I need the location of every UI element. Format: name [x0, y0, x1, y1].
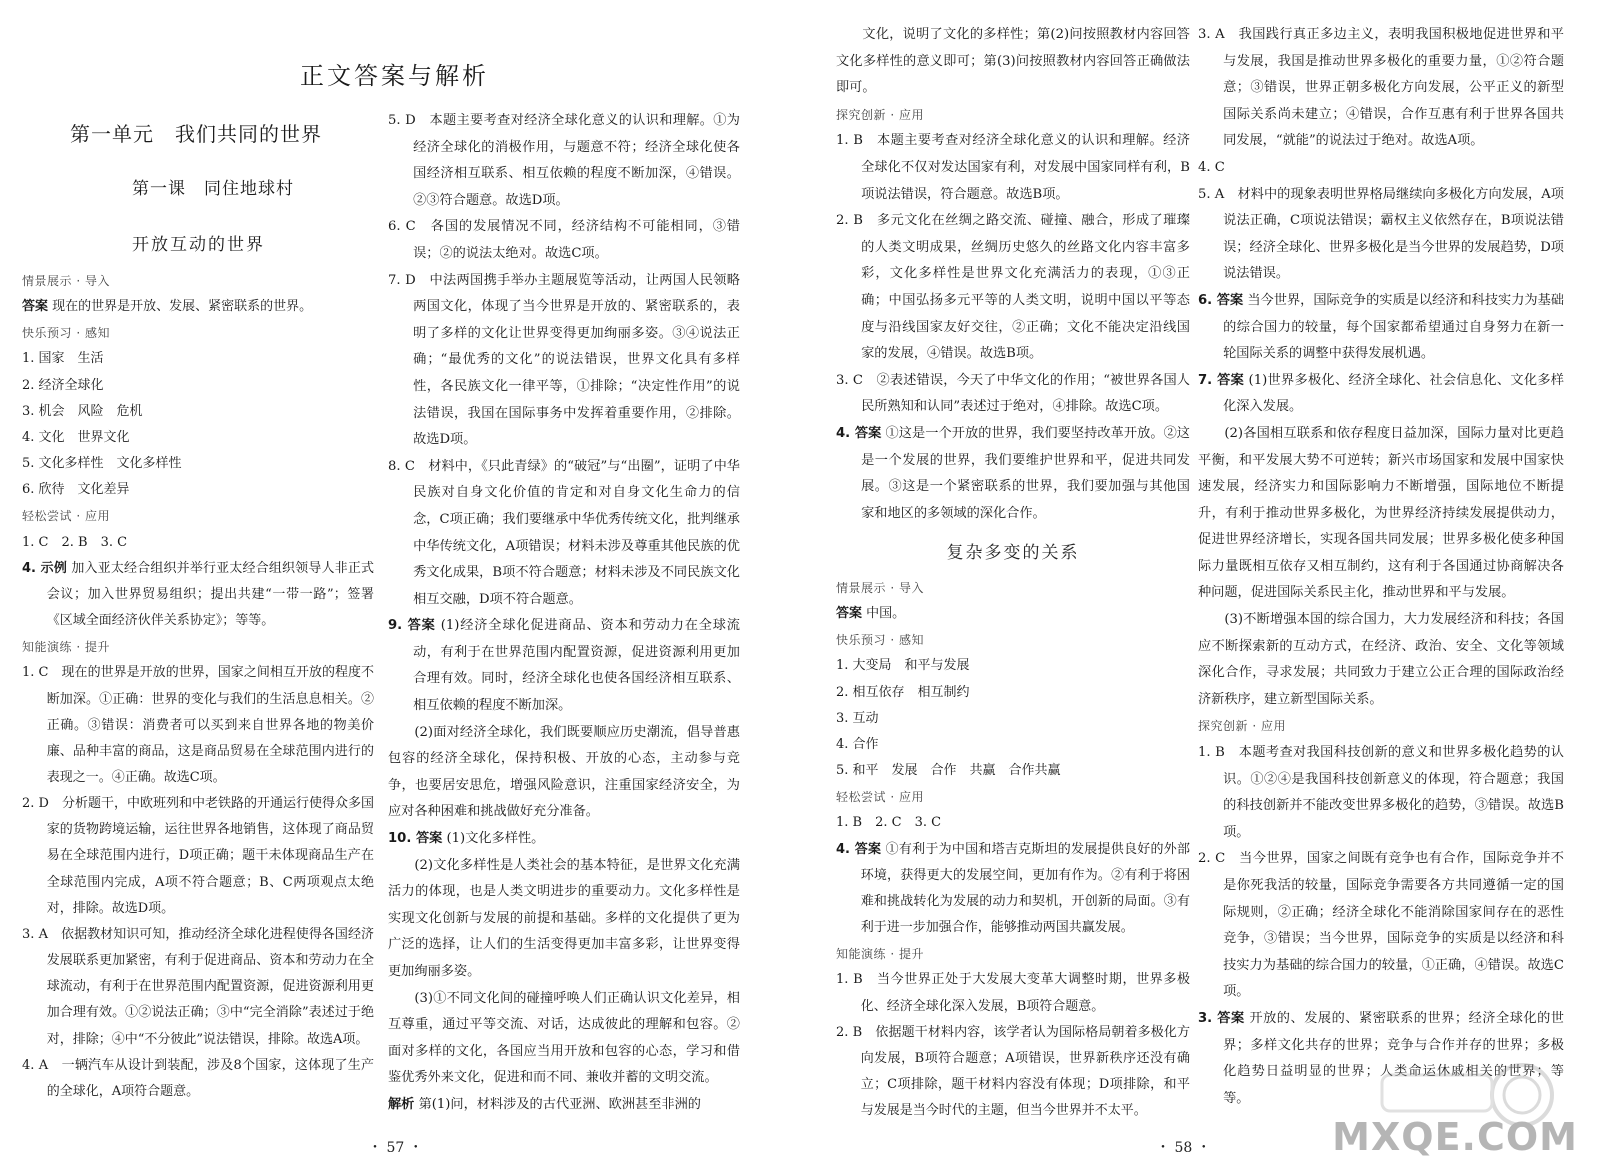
question-answer: 1. B 本题考查对我国科技创新的意义和世界多极化趋势的认识。①②④是我国科技创新意义的体现，符合题意；我国的科技创新并不能改变世界多极化的趋势，③错误。故选B项。 [1198, 745, 1564, 840]
question-answer: 2. C 当今世界，国家之间既有竞争也有合作，国际竞争并不是你死我活的较量，国际竞争需要各方共同遵循一定的国际规则，②正确；经济全球化不能消除国家间存在的恶性竞争，③错误；当今世界，国际竞争的实质是以经济和科技实力为基础的综合国力的较量，①正确，④错误。故选C项。 [1198, 851, 1564, 1000]
answer-text: (1)世界多极化、经济全球化、社会信息化、文化多样化深入发展。 [1223, 372, 1564, 415]
section-heading: 快乐预习 · 感知 [836, 633, 924, 648]
question-answer: 2. 经济全球化 [22, 377, 104, 393]
section-heading: 知能演练 · 提升 [22, 640, 110, 655]
answer-label: 答案 [836, 606, 863, 622]
right-column-1-bottom [836, 575, 1190, 1124]
left-column-1 [22, 268, 374, 1105]
right-column-2 [1198, 22, 1564, 1112]
section-heading: 情景展示 · 导入 [836, 581, 924, 595]
page-number: ・ 57 ・ [368, 1140, 423, 1156]
section-heading: 轻松尝试 · 应用 [836, 790, 924, 805]
question-answer: 5. 和平 发展 合作 共赢 合作共赢 [836, 763, 1061, 779]
answer-label: 4. 答案 [836, 425, 882, 441]
answer-text: 加入亚太经合组织并举行亚太经合组织领导人非正式会议；加入世界贸易组织；提出共建“一带一路”；签署《区域全面经济伙伴关系协定》；等等。 [46, 560, 374, 629]
question-answer: 5. D 本题主要考查对经济全球化意义的认识和理解。①为经济全球化的消极作用，与题意不符；经济全球化使各国经济相互联系、相互依赖的程度不断加深，④错误。②③符合题意。故选D项。 [388, 113, 740, 208]
question-answer: 4. 文化 世界文化 [22, 429, 130, 445]
topic-title: 开放互动的世界 [132, 235, 265, 255]
answer-item [22, 294, 374, 320]
answer-item [22, 556, 374, 634]
answer-text: ①有利于为中国和塔吉克斯坦的发展提供良好的外部环境，获得更大的发展空间，更加有作为。②有利于将困难和挑战转化为发展的动力和契机，开创新的局面。③有利于进一步加强合作，能够推动两国共赢发展。 [860, 841, 1190, 936]
question-answer: 1. B 2. C 3. C [836, 815, 942, 831]
answer-label: 9. 答案 [388, 618, 436, 634]
question-answer: 1. 国家 生活 [22, 351, 104, 367]
question-answer: 3. C ②表述错误，今天了中华文化的作用；“被世界各国人民所熟知和认同”表述过于绝对，④排除。故选C项。 [836, 372, 1190, 415]
right-column-1-top [836, 22, 1190, 527]
question-answer: 2. B 多元文化在丝绸之路交流、碰撞、融合，形成了璀璨的人类文明成果，丝绸历史悠久的丝路文化内容丰富多彩，文化多样性是世界文化充满活力的表现，①③正确；中国弘扬多元平等的人类文明，说明中国以平等态度与沿线国家友好交往，②正确；文化不能决定沿线国家的发展，④错误。故选B项。 [836, 213, 1190, 362]
answer-item [388, 1092, 740, 1119]
question-answer: 2. 相互依存 相互制约 [836, 684, 970, 700]
lesson-title: 第一课 同住地球村 [132, 179, 294, 199]
right-page [800, 0, 1600, 1175]
answer-label: 解析 [388, 1096, 415, 1112]
question-answer: 1. C 现在的世界是开放的世界，国家之间相互开放的程度不断加深。①正确：世界的变化与我们的生活息息相关。②正确。③错误：消费者可以买到来自世界各地的物美价廉、品种丰富的商品，这是商品贸易在全球范围内进行的表现之一。④正确。故选C项。 [22, 665, 374, 785]
question-answer: 2. B 依据题干材料内容，该学者认为国际格局朝着多极化方向发展，B项符合题意；A项错误，世界新秩序还没有确立；C项排除，题干材料内容没有体现；D项排除，和平与发展是当今时代的主题，但当今世界并不太平。 [836, 1024, 1190, 1119]
question-answer: 6. C 各国的发展情况不同，经济结构不可能相同，③错误；②的说法太绝对。故选C项。 [388, 219, 740, 261]
watermark-text: MXQE.COM [1332, 1115, 1578, 1159]
answer-text: ①这是一个开放的世界，我们要坚持改革开放。②这是一个发展的世界，我们要维护世界和平，促进共同发展。③这是一个紧密联系的世界，我们要加强与其他国家和地区的多领域的深化合作。 [861, 425, 1190, 521]
answer-text: 开放的、发展的、紧密联系的世界；经济全球化的世界；多样文化共存的世界；竞争与合作并存的世界；多极化趋势日益明显的世界；人类命运休戚相关的世界；等等。 [1223, 1010, 1564, 1106]
answer-text: 现在的世界是开放、发展、紧密联系的世界。 [48, 299, 313, 315]
answer-label: 7. 答案 [1198, 372, 1245, 388]
question-answer: 3. A 我国践行真正多边主义，表明我国积极地促进世界和平与发展，我国是推动世界多极化的重要力量，①②符合题意；③错误，世界正朝多极化方向发展，公平正义的新型国际关系尚未建立；④错误，合作互惠有利于世界各国共同发展，“就能”的说法过于绝对。故选A项。 [1198, 27, 1564, 149]
question-answer: 6. 欣待 文化差异 [22, 482, 130, 498]
answer-paragraph: (2)文化多样性是人类社会的基本特征，是世界文化充满活力的体现，也是人类文明进步的重要动力。文化多样性是实现文化创新与发展的前提和基础。多样的文化提供了更为广泛的选择，让人们的生活变得更加丰富多彩，让世界变得更加绚丽多姿。 [388, 857, 740, 979]
section-heading: 知能演练 · 提升 [836, 947, 924, 962]
question-answer: 2. D 分析题干，中欧班列和中老铁路的开通运行使得众多国家的货物跨境运输，运往世界各地销售，这体现了商品贸易在全球范围内进行，D项正确；题干未体现商品生产在全球范围内完成，A项不符合题意；B、C两项观点太绝对，排除。故选D项。 [22, 796, 374, 916]
question-answer: 8. C 材料中，《只此青绿》的“破冠”与“出圈”，证明了中华民族对自身文化价值的肯定和对自身文化生命力的信念，C项正确；我们要继承中华优秀传统文化，批判继承中华传统文化，A项错误；材料未涉及尊重其他民族的优秀文化成果，B项不符合题意；材料未涉及不同民族文化相互交融，D项不符合题意。 [388, 458, 740, 607]
answer-label: 3. 答案 [1198, 1010, 1245, 1026]
page-number: ・ 58 ・ [1156, 1140, 1211, 1156]
question-answer: 3. 互动 [836, 710, 879, 726]
question-answer: 4. C [1198, 159, 1225, 175]
answer-label: 4. 答案 [836, 841, 882, 857]
question-answer: 1. C 2. B 3. C [22, 534, 128, 550]
section-heading: 探究创新 · 应用 [836, 107, 924, 122]
answer-text: (1)文化多样性。 [442, 831, 545, 847]
question-answer: 4. A 一辆汽车从设计到装配，涉及8个国家，这体现了生产的全球化，A项符合题意。 [22, 1057, 374, 1099]
section-heading: 轻松尝试 · 应用 [22, 509, 110, 524]
answer-item [1198, 288, 1564, 368]
answer-label: 6. 答案 [1198, 292, 1244, 308]
question-answer: 3. A 依据教材知识可知，推动经济全球化进程使得各国经济发展联系更加紧密，有利于促进商品、资本和劳动力在全球流动，有利于在世界范围内配置资源，促进资源利用更加合理有效。①②说法正确；③中“完全消除”表述过于绝对，排除；④中“不分彼此”说法错误，排除。故选A项。 [22, 926, 374, 1047]
question-answer: 4. 合作 [836, 736, 879, 752]
answer-text: 中国。 [862, 606, 906, 622]
answer-item [836, 601, 1190, 627]
answer-label: 答案 [22, 299, 49, 315]
topic-title-2: 复杂多变的关系 [946, 543, 1080, 563]
left-column-2 [388, 108, 740, 1119]
question-answer: 7. D 中法两国携手举办主题展览等活动，让两国人民领略两国文化，体现了当今世界是开放的、紧密联系的，表明了多样的文化让世界变得更加绚丽多姿。③④说法正确；“最优秀的文化”的说法错误，世界文化具有多样性，各民族文化一律平等，①排除；“决定性作用”的说法错误，我国在国际事务中发挥着重要作用，②排除。故选D项。 [388, 272, 740, 448]
section-heading: 探究创新 · 应用 [1198, 719, 1286, 734]
continued-text: 文化，说明了文化的多样性；第(2)问按照教材内容回答文化多样性的意义即可；第(3)问按照教材内容回答正确做法即可。 [836, 27, 1190, 96]
answer-label: 10. 答案 [388, 831, 443, 847]
question-answer: 1. B 本题主要考查对经济全球化意义的认识和理解。经济全球化不仅对发达国家有利，对发展中国家同样有利，B项说法错误，符合题意。故选B项。 [836, 133, 1190, 202]
answer-item [388, 826, 740, 853]
question-answer: 5. A 材料中的现象表明世界格局继续向多极化方向发展，A项说法正确，C项说法错误；霸权主义依然存在，B项说法错误；经济全球化、世界多极化是当今世界的发展趋势，D项说法错误。 [1198, 186, 1564, 282]
question-answer: 5. 文化多样性 文化多样性 [22, 456, 182, 472]
answer-paragraph: (2)面对经济全球化，我们既要顺应历史潮流，倡导普惠包容的经济全球化，保持积极、开放的心态，主动参与竞争，也要居安思危，增强风险意识，注重国家经济安全，为应对各种困难和挑战做好充分准备。 [388, 724, 740, 820]
unit-title: 第一单元 我们共同的世界 [70, 122, 322, 146]
answer-item [388, 613, 740, 719]
answer-item [836, 837, 1190, 942]
answer-paragraph: (3)①不同文化间的碰撞呼唤人们正确认识文化差异，相互尊重，通过平等交流、对话，达成彼此的理解和包容。②面对多样的文化，各国应当用开放和包容的心态，学习和借鉴优秀外来文化，促进和而不同、兼收并蓄的文明交流。 [388, 990, 740, 1086]
answer-text: 当今世界，国际竞争的实质是以经济和科技实力为基础的综合国力的较量，每个国家都希望通过自身努力在新一轮国际关系的调整中获得发展机遇。 [1223, 292, 1564, 362]
answer-text: (1)经济全球化促进商品、资本和劳动力在全球流动，有利于在世界范围内配置资源，促进资源利用更加合理有效。同时，经济全球化也使各国经济相互联系、相互依赖的程度不断加深。 [413, 618, 740, 714]
answer-item [836, 421, 1190, 527]
doc-title: 正文答案与解析 [300, 62, 489, 90]
answer-paragraph: (2)各国相互联系和依存程度日益加深，国际力量对比更趋平衡，和平发展大势不可逆转；新兴市场国家和发展中国家快速发展，经济实力和国际影响力不断增强，国际地位不断提升，有利于推动世界多极化，为世界经济持续发展提供动力，促进世界经济增长，实现各国共同发展；世界多极化使多种国际力量既相互依存又相互制约，这有利于各国通过协商解决各种问题，促进国际关系民主化，推动世界和平与发展。 [1198, 425, 1564, 601]
answer-text: 第(1)问，材料涉及的古代亚洲、欧洲甚至非洲的 [414, 1096, 701, 1112]
section-heading: 快乐预习 · 感知 [22, 326, 110, 341]
question-answer: 1. B 当今世界正处于大发展大变革大调整时期，世界多极化、经济全球化深入发展，B项符合题意。 [836, 972, 1190, 1014]
question-answer: 1. 大变局 和平与发展 [836, 658, 970, 674]
section-heading: 情景展示 · 导入 [22, 274, 110, 288]
question-answer: 3. 机会 风险 危机 [22, 403, 143, 419]
answer-item [1198, 368, 1564, 421]
answer-paragraph: (3)不断增强本国的综合国力，大力发展经济和科技；各国应不断探索新的互动方式，在经济、政治、安全、文化等领域深化合作，寻求发展；共同致力于建立公正合理的国际政治经济新秩序，建立新型国际关系。 [1198, 612, 1564, 707]
answer-label: 4. 示例 [22, 560, 68, 576]
